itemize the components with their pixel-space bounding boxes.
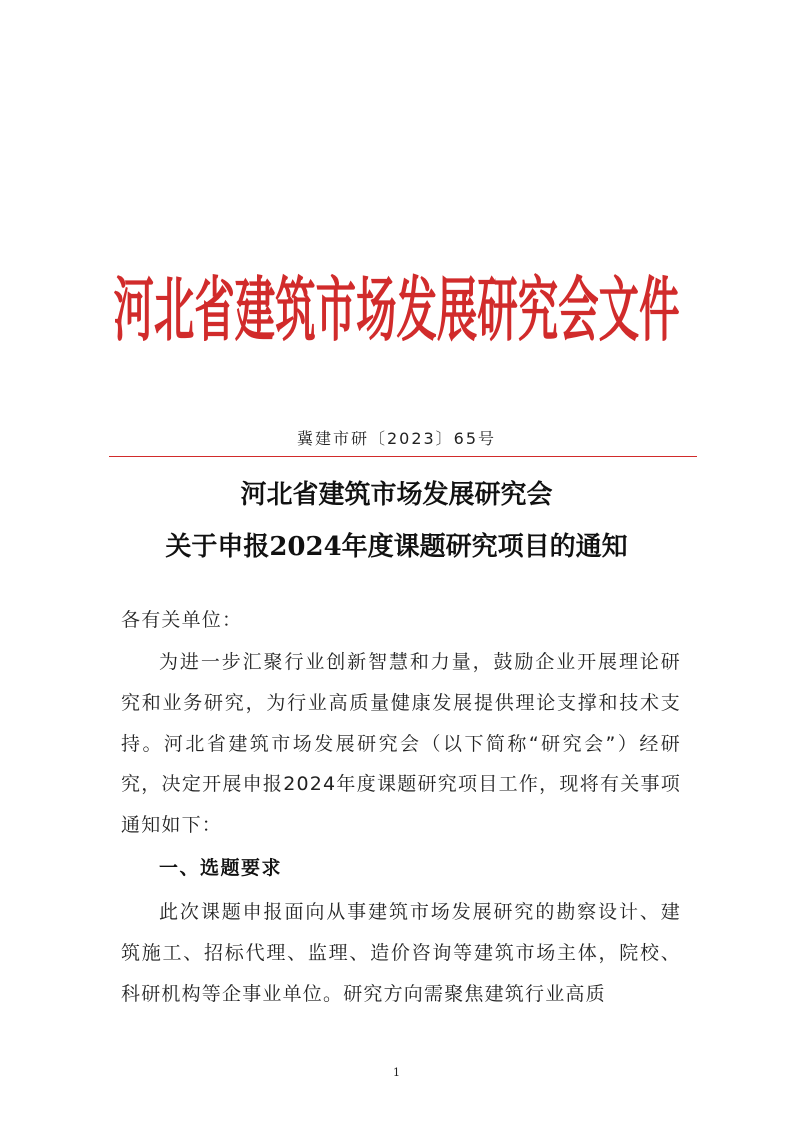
masthead	[60, 258, 733, 354]
notice-title-line-1: 河北省建筑市场发展研究会	[240, 480, 553, 510]
body-paragraph-2: 此次课题申报面向从事建筑市场发展研究的勘察设计、建筑施工、招标代理、监理、造价咨询等建筑市场主体，院校、科研机构等企事业单位。研究方向需聚焦建筑行业高质	[121, 901, 681, 1005]
body-paragraph-1: 为进一步汇聚行业创新智慧和力量，鼓励企业开展理论研究和业务研究，为行业高质量健康发展提供理论支撑和技术支持。河北省建筑市场发展研究会（以下简称“研究会”）经研究，决定开展申报2024年度课题研究项目工作，现将有关事项通知如下：	[121, 651, 681, 837]
masthead-title: 河北省建筑市场发展研究会文件	[113, 268, 680, 351]
masthead-title-graphic	[60, 258, 733, 354]
page-number: 1	[393, 1066, 400, 1079]
document-number: 冀建市研〔2023〕65号	[296, 429, 497, 448]
greeting: 各有关单位：	[121, 609, 243, 631]
notice-title-line-2: 关于申报2024年度课题研究项目的通知	[165, 532, 628, 562]
section-heading-topic-requirements: 一、选题要求	[159, 857, 283, 879]
red-divider-line	[109, 456, 697, 457]
